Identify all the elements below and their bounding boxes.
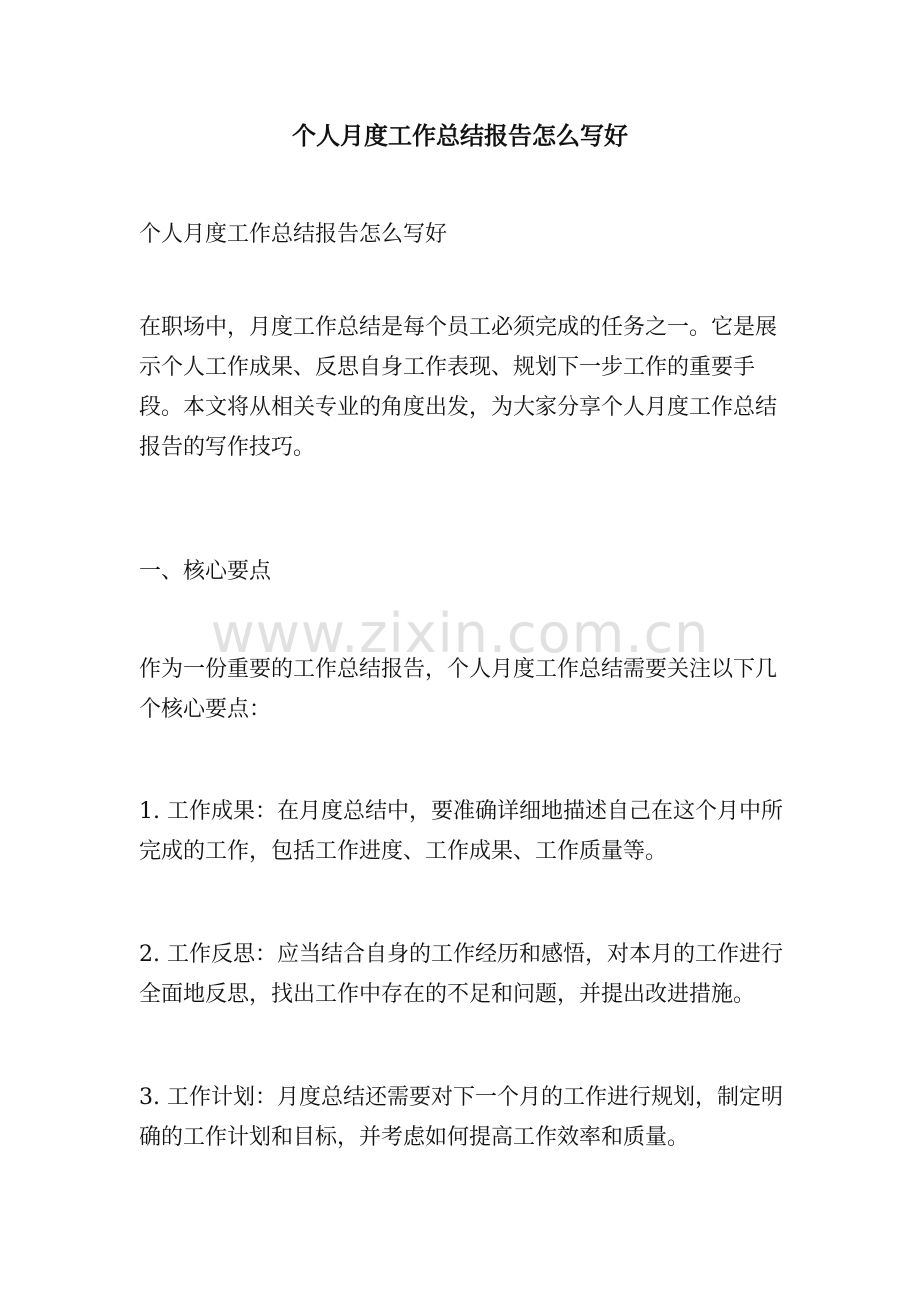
document-title: 个人月度工作总结报告怎么写好 bbox=[292, 121, 628, 150]
section-heading: 一、核心要点 bbox=[139, 559, 272, 584]
watermark: www.zixin.com.cn bbox=[210, 602, 710, 665]
list-item: 1. 工作成果：在月度总结中，要准确详细地描述自己在这个月中所完成的工作，包括工作进度、工作成果、工作质量等。 bbox=[139, 799, 783, 864]
section-intro-paragraph: 作为一份重要的工作总结报告，个人月度工作总结需要关注以下几个核心要点： bbox=[139, 657, 778, 722]
subtitle-paragraph: 个人月度工作总结报告怎么写好 bbox=[139, 222, 448, 247]
list-item: 3. 工作计划：月度总结还需要对下一个月的工作进行规划，制定明确的工作计划和目标，并考虑如何提高工作效率和质量。 bbox=[139, 1085, 783, 1150]
intro-paragraph: 在职场中，月度工作总结是每个员工必须完成的任务之一。它是展示个人工作成果、反思自身工作表现、规划下一步工作的重要手段。本文将从相关专业的角度出发，为大家分享个人月度工作总结报告的写作技巧。 bbox=[139, 315, 778, 460]
list-item: 2. 工作反思：应当结合自身的工作经历和感悟，对本月的工作进行全面地反思，找出工作中存在的不足和问题，并提出改进措施。 bbox=[139, 942, 783, 1007]
